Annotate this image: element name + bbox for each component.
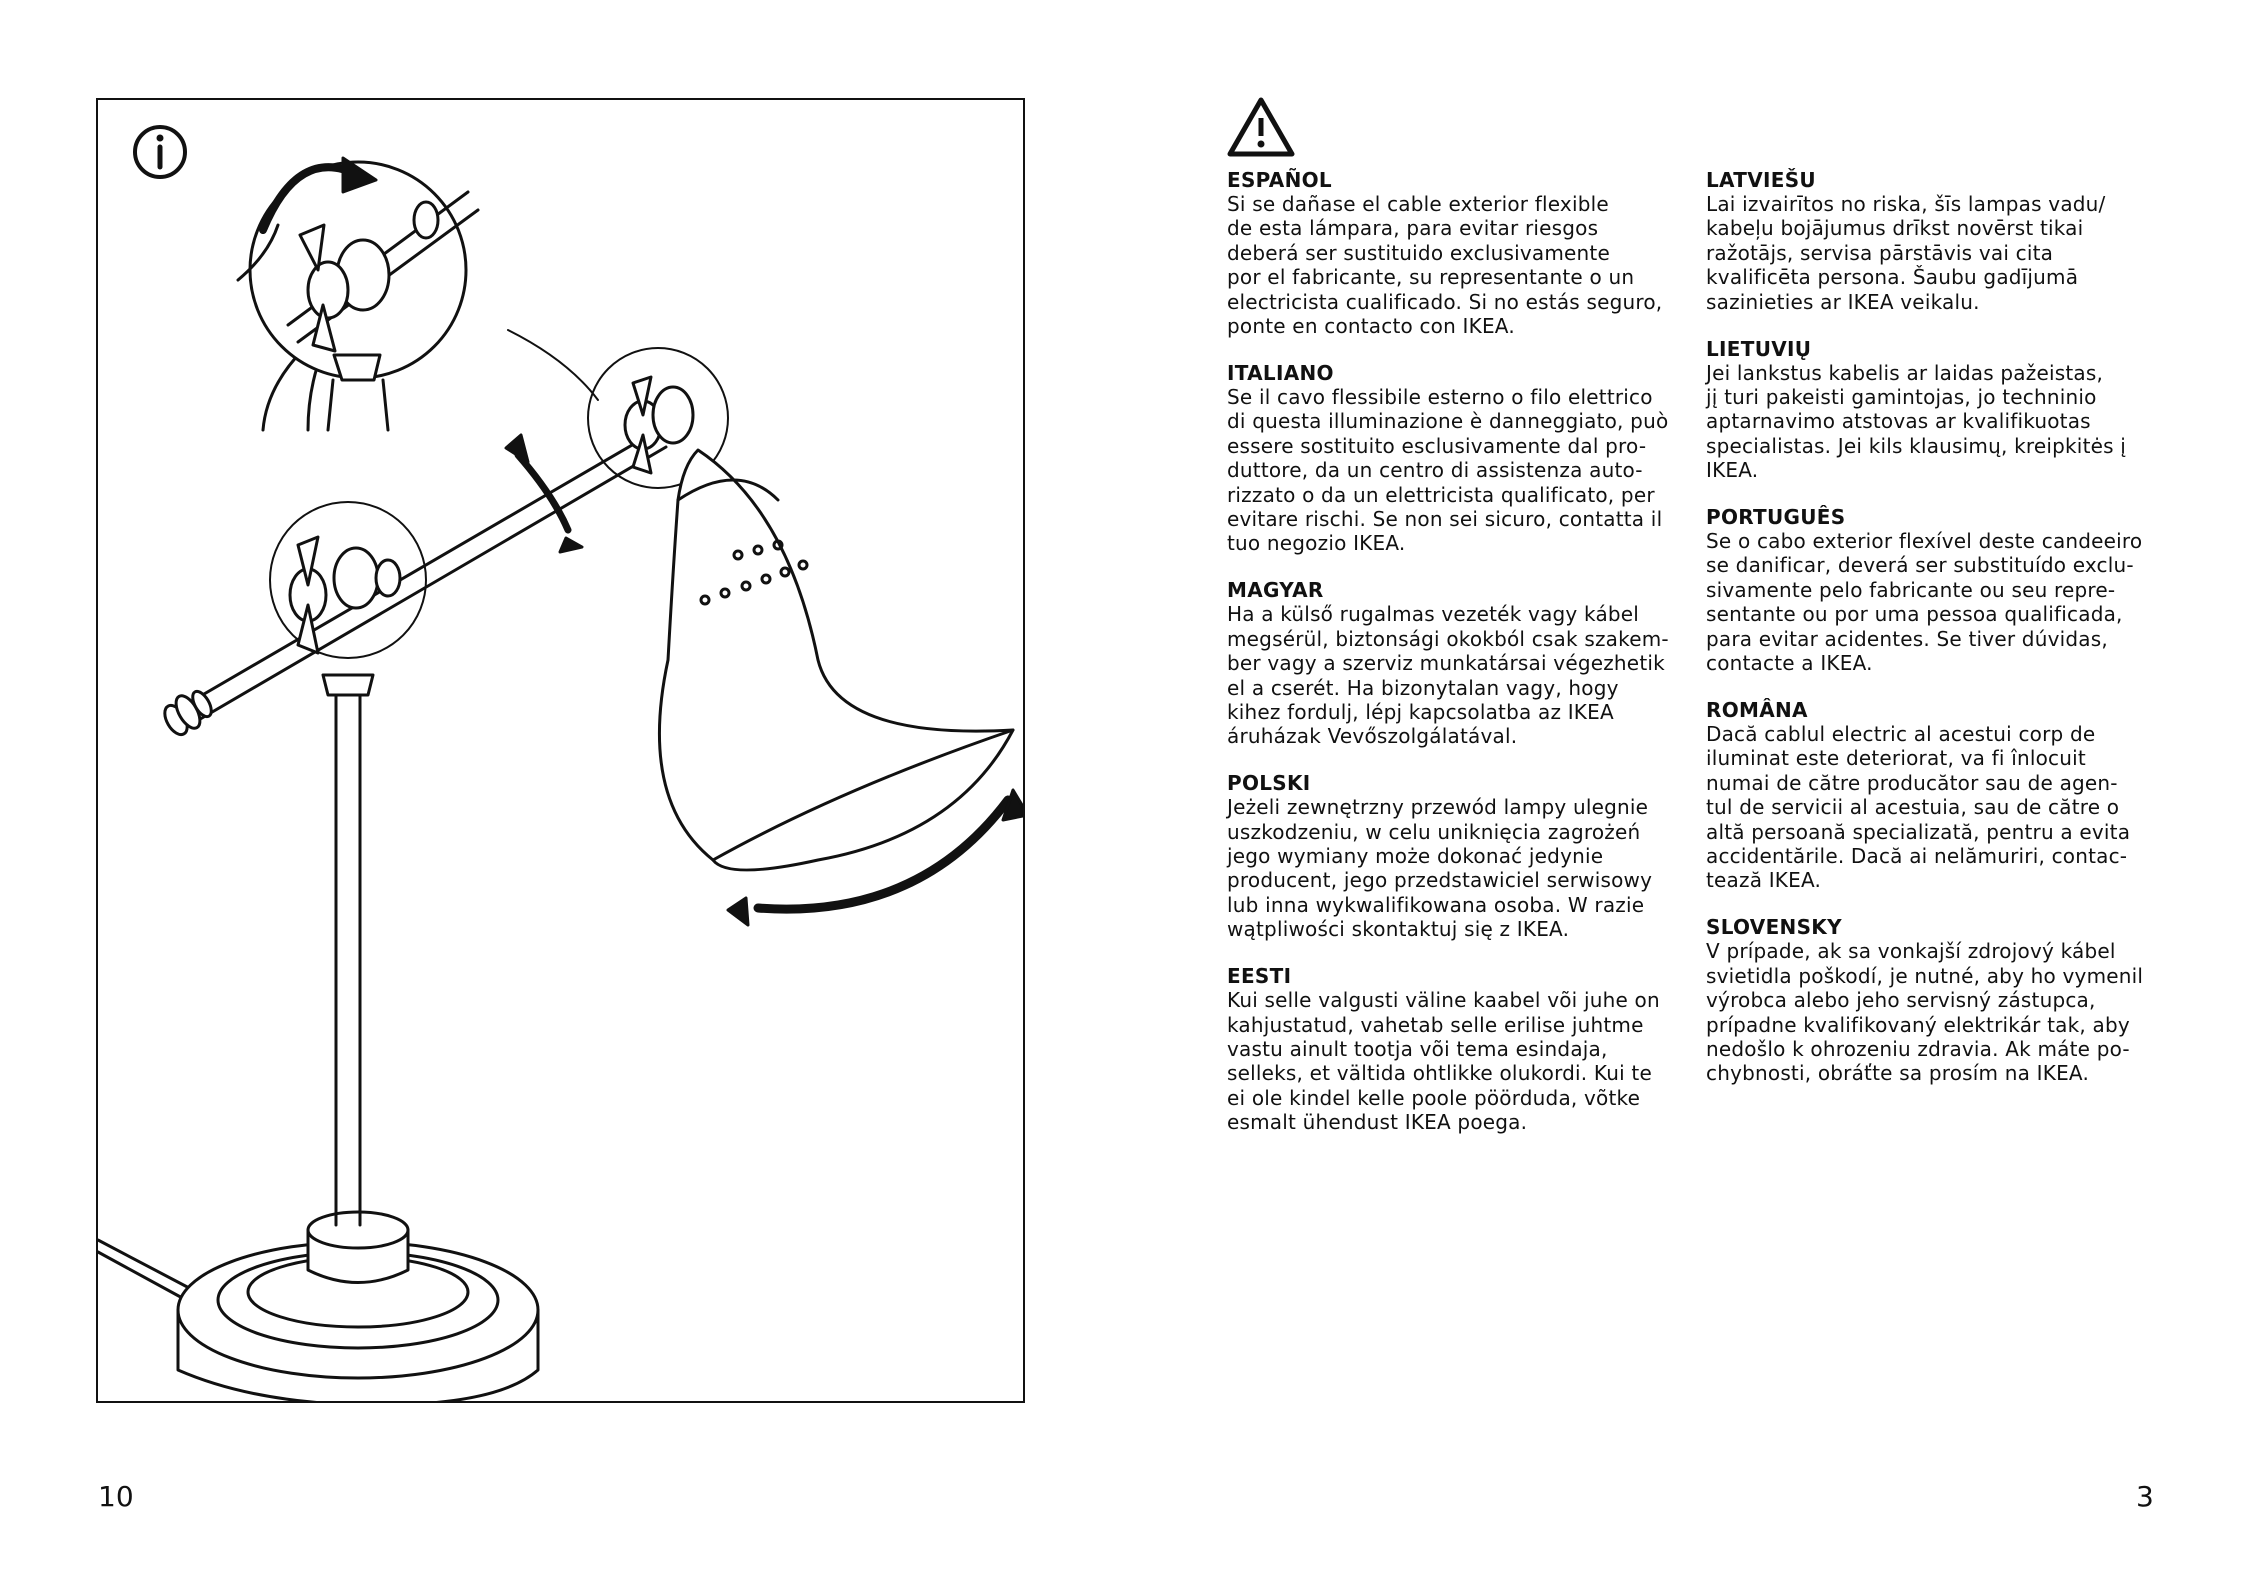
lamp-illustration <box>98 100 1025 1403</box>
section-latviesu <box>1706 168 2166 314</box>
section-body: Ha a külső rugalmas vezeték vagy kábel megsérül, biztonsági okokból csak szakem- ber vagy a szerviz munkatársai végezhetik el a cserét. Ha bizonytalan vagy, hogy kihez fordulj, lépj kapcsolatba az IKEA áruházak Vevőszolgálatával. <box>1227 602 1669 749</box>
text-column-left <box>1227 168 1687 1157</box>
lamp-arm <box>160 430 666 738</box>
zoom-inset <box>238 158 598 430</box>
section-portugues <box>1706 505 2166 675</box>
lamp-stem <box>323 675 373 1225</box>
section-body: Dacă cablul electric al acestui corp de iluminat este deteriorat, va fi înlocuit numai de către producător sau de agen- tul de servicii al acestuia, sau de către o altă persoană specializată, pentru a evita accidentările. Dacă ai nelămuriri, contac- tează IKEA. <box>1706 722 2131 893</box>
section-body: Kui selle valgusti väline kaabel või juhe on kahjustatud, vahetab selle erilise juhtme vastu ainult tootja või tema esindaja, selleks, et vältida ohtlikke olukordi. Kui te ei ole kindel kelle poole pöörduda, võtke esmalt ühendust IKEA poega. <box>1227 988 1660 1135</box>
section-title: PORTUGUÊS <box>1706 505 1846 530</box>
section-polski <box>1227 771 1687 941</box>
section-romana <box>1706 698 2166 893</box>
section-title: LIETUVIŲ <box>1706 336 1812 361</box>
page-number-right: 3 <box>2136 1480 2154 1513</box>
section-title: ITALIANO <box>1227 360 1334 385</box>
section-body: V prípade, ak sa vonkajší zdrojový kábel svietidla poškodí, je nutné, aby ho vymenil výrobca alebo jeho servisný zástupca, prípadne kvalifikovaný elektrikár tak, aby nedošlo k ohrozeniu zdravia. Ak máte po- chybnosti, obráťte sa prosím na IKEA. <box>1706 939 2144 1086</box>
section-body: Se o cabo exterior flexível deste candeeiro se danificar, deverá ser substituído exclu- sivamente pelo fabricante ou seu repre- sentante ou por uma pessoa qualificada, para evitar acidentes. Se tiver dúvidas, contacte a IKEA. <box>1706 529 2143 676</box>
section-body: Jei lankstus kabelis ar laidas pažeistas, jį turi pakeisti gamintojas, jo techninio aptarnavimo atstovas ar kvalifikuotas specialistas. Jei kils klausimų, kreipkitės į IKEA. <box>1706 360 2127 483</box>
section-title: ROMÂNA <box>1706 698 1808 722</box>
warning-triangle-icon <box>1226 96 1296 158</box>
section-title: ESPAÑOL <box>1227 168 1332 192</box>
section-title: EESTI <box>1227 964 1292 989</box>
section-title: LATVIEŠU <box>1706 168 1816 192</box>
section-title: POLSKI <box>1227 771 1311 796</box>
section-slovensky <box>1706 915 2166 1085</box>
section-body: Se il cavo flessibile esterno o filo elettrico di questa illuminazione è danneggiato, può essere sostituito esclusivamente dal pro- duttore, da un centro di assistenza auto- rizzato o da un elettricista qualificato, per evitare rischi. Se non sei sicuro, contatta il tuo negozio IKEA. <box>1227 384 1669 556</box>
info-icon <box>135 127 185 177</box>
section-body: Si se dañase el cable exterior flexible de esta lámpara, para evitar riesgos deberá ser sustituido exclusivamente por el fabricante, su representante o un electricista cualificado. Si no estás seguro, ponte en contacto con IKEA. <box>1227 192 1663 339</box>
lamp-shade <box>659 450 1013 870</box>
section-body: Jeżeli zewnętrzny przewód lampy ulegnie uszkodzeniu, w celu uniknięcia zagrożeń jego wymiany może dokonać jedynie producent, jego przedstawiciel serwisowy lub inna wykwalifikowana osoba. W razie wątpliwości skontaktuj się z IKEA. <box>1227 795 1653 942</box>
section-italiano <box>1227 361 1687 556</box>
section-lietuviu <box>1706 337 2166 483</box>
section-eesti <box>1227 964 1687 1134</box>
text-column-right <box>1706 168 2166 1108</box>
section-body: Lai izvairītos no riska, šīs lampas vadu/ kabeļu bojājumus drīkst novērst tikai ražotājs, servisa pārstāvis vai cita kvalificēta persona. Šaubu gadījumā sazinieties ar IKEA veikalu. <box>1706 192 2106 314</box>
section-title: SLOVENSKY <box>1706 915 1842 940</box>
section-title: MAGYAR <box>1227 578 1324 603</box>
page-number-left: 10 <box>98 1480 134 1513</box>
section-magyar <box>1227 578 1687 748</box>
lamp-base <box>178 1212 538 1403</box>
lamp-illustration-frame <box>96 98 1025 1403</box>
section-espanol <box>1227 168 1687 338</box>
